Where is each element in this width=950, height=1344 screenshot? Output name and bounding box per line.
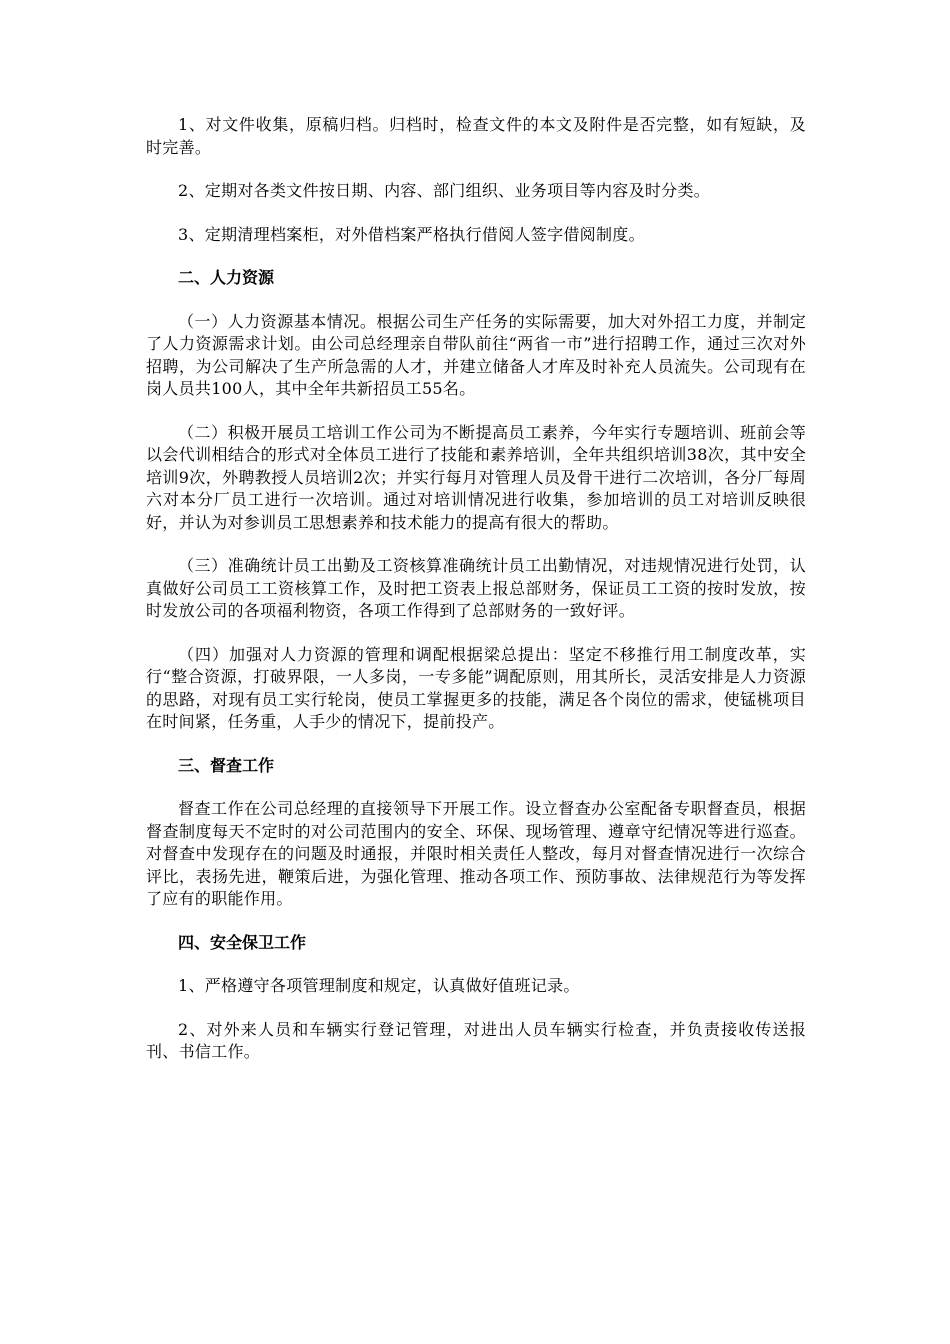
supervision-paragraph: 督查工作在公司总经理的直接领导下开展工作。设立督查办公室配备专职督查员，根据督查制度每天不定时的对公司范围内的安全、环保、现场管理、遵章守纪情况等进行巡查。对督查中发现存在的问题及时通报，并限时相关责任人整改，每月对督查情况进行一次综合评比，表扬先进，鞭策后进，为强化管理、推动各项工作、预防事故、法律规范行为等发挥了应有的职能作用。 — [146, 799, 806, 908]
hr-paragraph-3: （三）准确统计员工出勤及工资核算准确统计员工出勤情况，对违规情况进行处罚，认真做好公司员工工资核算工作，及时把工资表上报总部财务，保证员工工资的按时发放，按时发放公司的各项福利物资，各项工作得到了总部财务的一致好评。 — [146, 556, 806, 620]
hr-paragraph-4: （四）加强对人力资源的管理和调配根据梁总提出：坚定不移推行用工制度改革，实行“整合资源，打破界限，一人多岗，一专多能”调配原则，用其所长，灵活安排是人力资源的思路，对现有员工实行轮岗，使员工掌握更多的技能，满足各个岗位的需求，使锰桃项目在时间紧，任务重，人手少的情况下，提前投产。 — [146, 644, 806, 731]
section-heading-supervision: 三、督查工作 — [178, 755, 275, 775]
security-item-2: 2、对外来人员和车辆实行登记管理，对进出人员车辆实行检查，并负责接收传送报刊、书信工作。 — [146, 1019, 806, 1061]
archive-item-2: 2、定期对各类文件按日期、内容、部门组织、业务项目等内容及时分类。 — [178, 181, 711, 200]
hr-paragraph-2: （二）积极开展员工培训工作公司为不断提高员工素养，今年实行专题培训、班前会等以会代训相结合的形式对全体员工进行了技能和素养培训，全年共组织培训38次，其中安全培训9次，外聘教授人员培训2次；并实行每月对管理人员及骨干进行二次培训，各分厂每周六对本分厂员工进行一次培训。通过对培训情况进行收集，参加培训的员工对培训反映很好，并认为对参训员工思想素养和技术能力的提高有很大的帮助。 — [146, 422, 806, 532]
document-page — [146, 114, 806, 1064]
section-heading-security: 四、安全保卫工作 — [178, 932, 307, 952]
security-item-1: 1、严格遵守各项管理制度和规定，认真做好值班记录。 — [178, 976, 580, 995]
archive-item-3: 3、定期清理档案柜，对外借档案严格执行借阅人签字借阅制度。 — [178, 224, 645, 244]
hr-paragraph-1: （一）人力资源基本情况。根据公司生产任务的实际需要，加大对外招工力度，并制定了人力资源需求计划。由公司总经理亲自带队前往“两省一市”进行招聘工作，通过三次对外招聘，为公司解决了生产所急需的人才，并建立储备人才库及时补充人员流失。公司现有在岗人员共100人，其中全年共新招员工55名。 — [146, 311, 806, 398]
section-heading-hr: 二、人力资源 — [178, 268, 275, 287]
archive-item-1: 1、对文件收集，原稿归档。归档时，检查文件的本文及附件是否完整，如有短缺，及时完善。 — [146, 115, 806, 157]
